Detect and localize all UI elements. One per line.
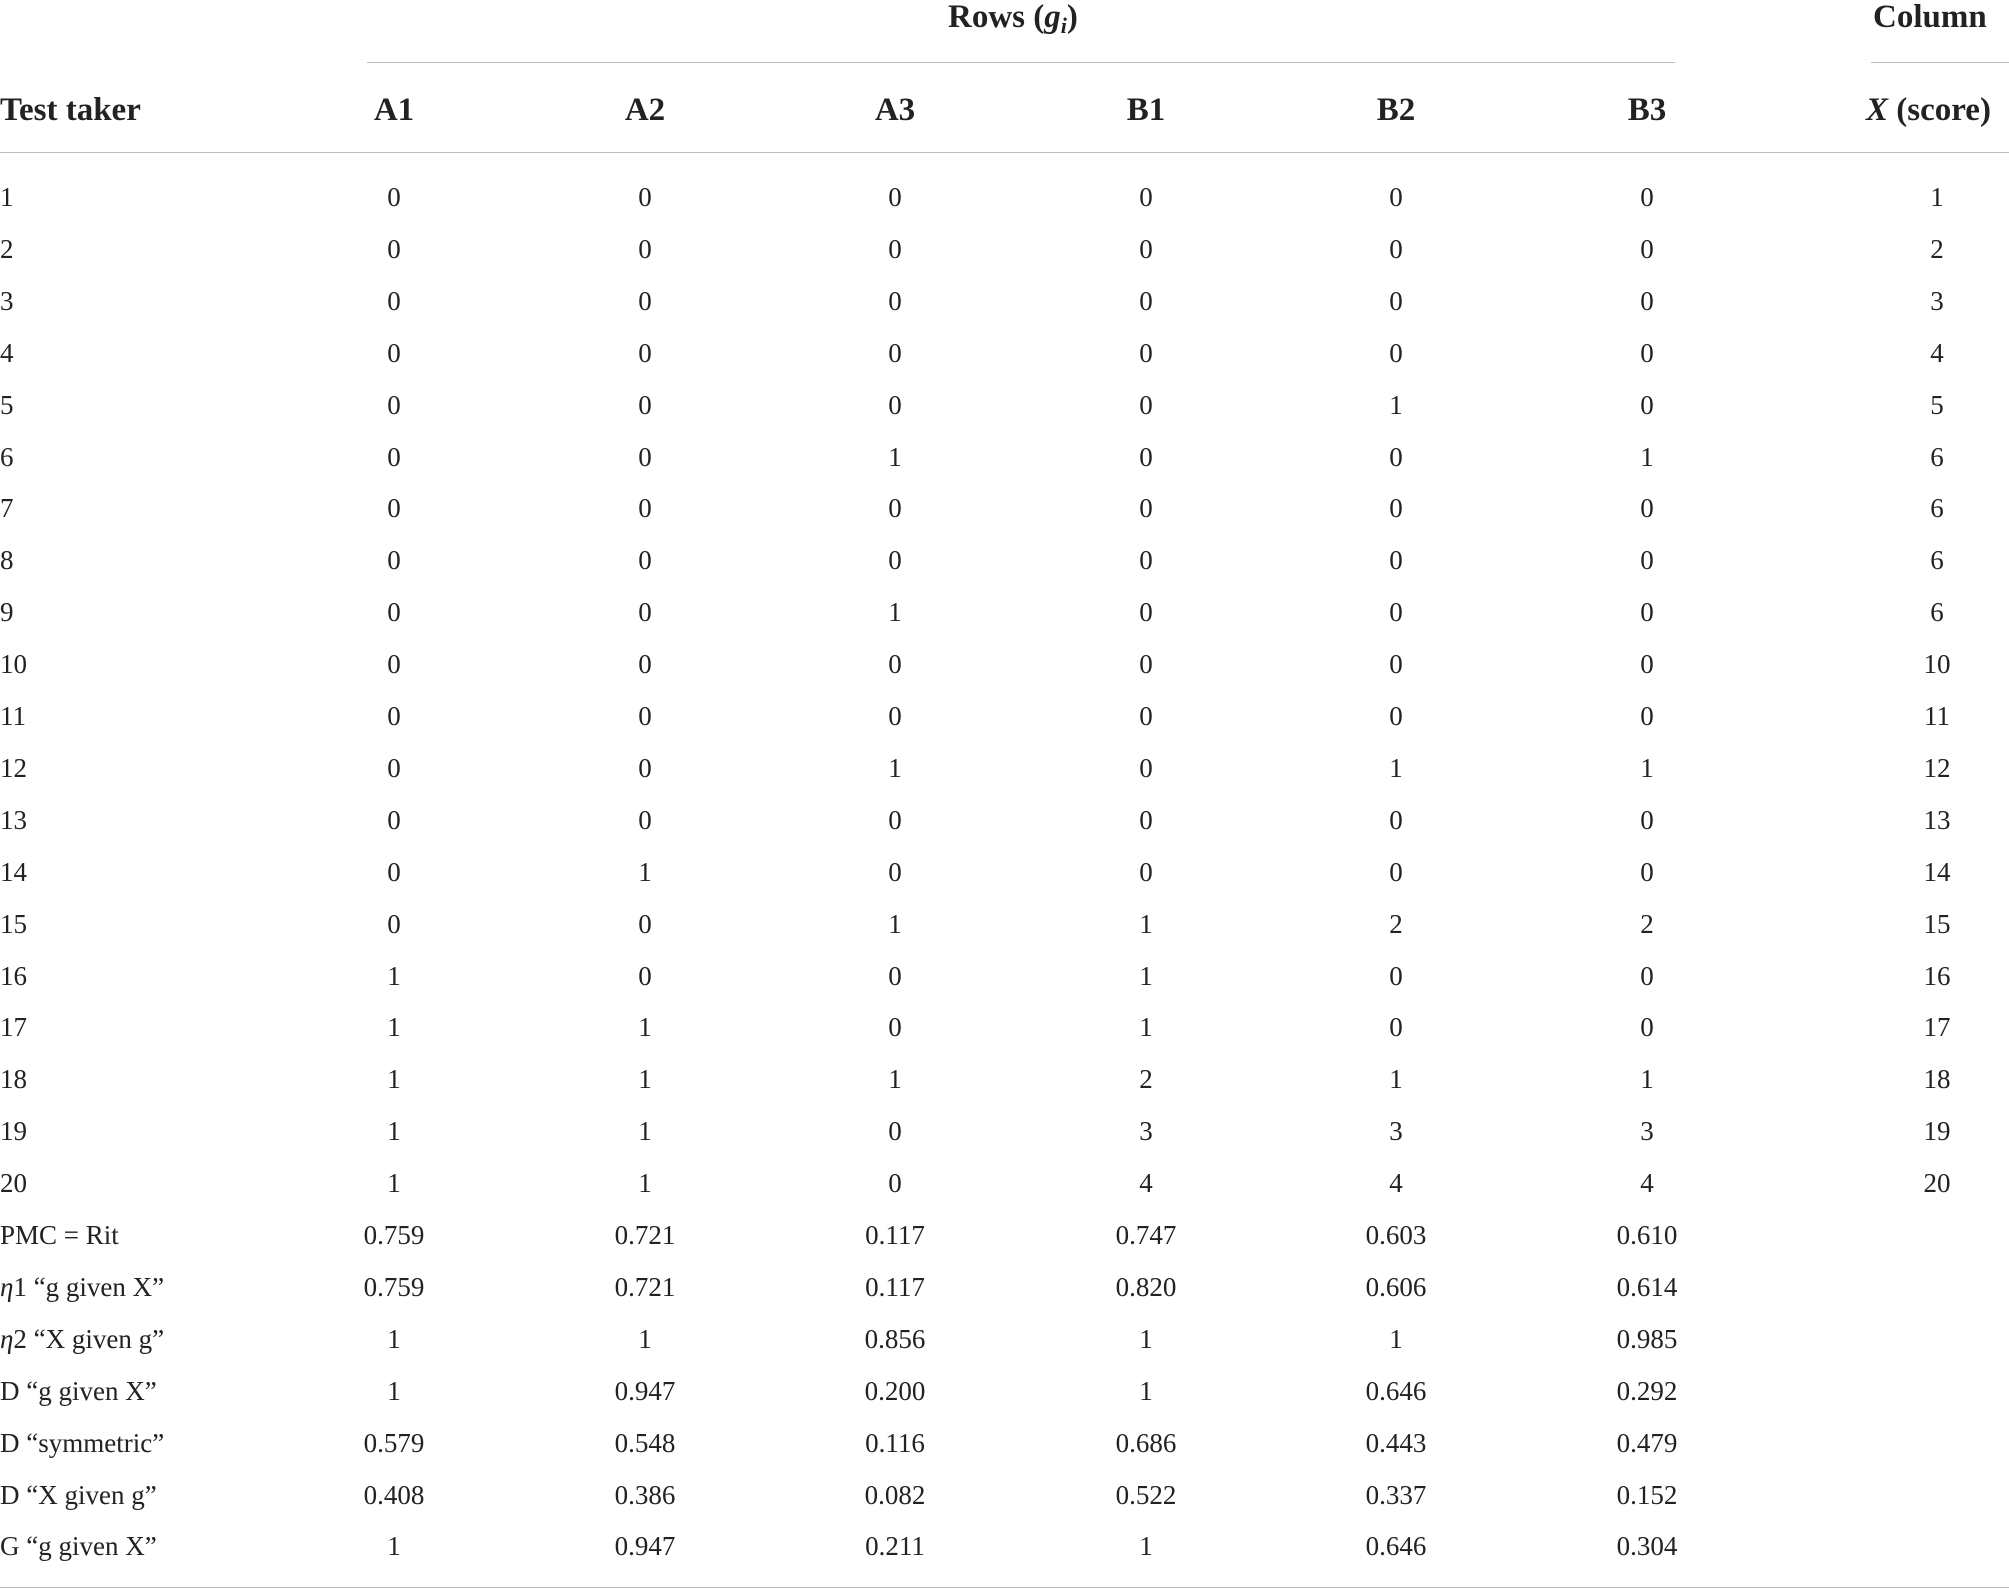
header-bottom-rule bbox=[0, 152, 2009, 153]
item-value-b2: 1 bbox=[1389, 752, 1403, 783]
statistic-value-b2: 0.603 bbox=[1365, 1220, 1427, 1250]
statistic-value-a2: 0.947 bbox=[614, 1531, 676, 1562]
item-value-a2: 0 bbox=[638, 337, 652, 368]
item-value-b3: 0 bbox=[1640, 389, 1654, 420]
test-taker-id: 5 bbox=[0, 389, 14, 420]
item-value-b2: 0 bbox=[1389, 493, 1403, 524]
statistic-value-b3: 0.985 bbox=[1616, 1323, 1678, 1354]
statistic-value-b1: 0.522 bbox=[1115, 1479, 1177, 1510]
item-value-a1: 1 bbox=[387, 1064, 401, 1095]
column-group-header: Column bbox=[1873, 0, 1987, 35]
item-value-b3: 0 bbox=[1640, 1012, 1654, 1043]
item-value-b1: 0 bbox=[1139, 493, 1153, 524]
statistic-value-b2: 1 bbox=[1389, 1323, 1403, 1354]
item-value-b3: 0 bbox=[1640, 804, 1654, 835]
item-value-b1: 0 bbox=[1139, 804, 1153, 835]
score-value: 17 bbox=[1923, 1012, 1951, 1043]
item-value-a2: 0 bbox=[638, 285, 652, 316]
statistic-label bbox=[0, 1313, 164, 1365]
item-value-a3: 0 bbox=[888, 856, 902, 887]
statistic-label-text: D “X given g” bbox=[0, 1479, 157, 1510]
test-taker-id: 15 bbox=[0, 908, 27, 939]
item-value-b3: 0 bbox=[1640, 545, 1654, 576]
item-value-b1: 4 bbox=[1139, 1168, 1153, 1199]
item-value-a1: 0 bbox=[387, 701, 401, 731]
statistic-value-a1: 0.579 bbox=[363, 1427, 425, 1458]
statistic-value-b1: 1 bbox=[1139, 1531, 1153, 1562]
item-value-b2: 0 bbox=[1389, 597, 1403, 628]
statistic-value-b2: 0.646 bbox=[1365, 1531, 1427, 1562]
item-value-a2: 0 bbox=[638, 804, 652, 835]
statistic-value-a1: 0.759 bbox=[363, 1220, 425, 1250]
test-taker-header: Test taker bbox=[0, 92, 141, 128]
item-value-b1: 1 bbox=[1139, 908, 1153, 939]
statistic-value-a3: 0.856 bbox=[864, 1323, 926, 1354]
table-row bbox=[0, 1157, 2009, 1209]
statistic-value-b1: 0.820 bbox=[1115, 1271, 1177, 1302]
rows-group-prefix: Rows ( bbox=[948, 0, 1045, 35]
item-value-a1: 0 bbox=[387, 493, 401, 524]
statistic-label-text: 1 “g given X” bbox=[13, 1271, 165, 1302]
statistic-label-text: D “symmetric” bbox=[0, 1427, 165, 1458]
statistic-label-text: D “g given X” bbox=[0, 1375, 157, 1406]
statistic-label-text: G “g given X” bbox=[0, 1531, 157, 1562]
item-value-a1: 1 bbox=[387, 1116, 401, 1147]
item-value-b1: 0 bbox=[1139, 649, 1153, 680]
item-value-b1: 0 bbox=[1139, 441, 1153, 472]
statistic-value-b3: 0.152 bbox=[1616, 1479, 1678, 1510]
score-value: 14 bbox=[1923, 856, 1951, 887]
item-value-b1: 3 bbox=[1139, 1116, 1153, 1147]
item-value-b2: 0 bbox=[1389, 856, 1403, 887]
table-row bbox=[0, 898, 2009, 950]
score-value: 13 bbox=[1923, 804, 1951, 835]
item-value-b3: 1 bbox=[1640, 752, 1654, 783]
score-header bbox=[1866, 90, 1991, 130]
item-value-a1: 0 bbox=[387, 545, 401, 576]
test-taker-id: 1 bbox=[0, 182, 14, 212]
item-value-a2: 0 bbox=[638, 960, 652, 991]
item-value-a3: 0 bbox=[888, 1116, 902, 1147]
item-value-a2: 1 bbox=[638, 1064, 652, 1095]
item-value-b3: 0 bbox=[1640, 493, 1654, 524]
item-value-a3: 0 bbox=[888, 182, 902, 212]
item-value-b3: 0 bbox=[1640, 597, 1654, 628]
item-value-a3: 1 bbox=[888, 752, 902, 783]
item-value-b2: 1 bbox=[1389, 1064, 1403, 1095]
item-value-a1: 0 bbox=[387, 441, 401, 472]
column-header-a2: A2 bbox=[624, 92, 666, 128]
item-value-b2: 3 bbox=[1389, 1116, 1403, 1147]
statistic-value-a3: 0.200 bbox=[864, 1375, 926, 1406]
statistic-value-b1: 0.686 bbox=[1115, 1427, 1177, 1458]
item-value-a1: 1 bbox=[387, 1168, 401, 1199]
item-value-b1: 0 bbox=[1139, 233, 1153, 264]
item-value-b1: 0 bbox=[1139, 752, 1153, 783]
item-value-a3: 0 bbox=[888, 493, 902, 524]
statistic-value-b3: 0.614 bbox=[1616, 1271, 1678, 1302]
test-taker-id: 2 bbox=[0, 233, 14, 264]
item-value-b2: 0 bbox=[1389, 1012, 1403, 1043]
item-value-a3: 0 bbox=[888, 804, 902, 835]
score-label: (score) bbox=[1888, 92, 1991, 128]
item-value-a3: 1 bbox=[888, 1064, 902, 1095]
item-value-a2: 1 bbox=[638, 1116, 652, 1147]
item-value-a3: 1 bbox=[888, 597, 902, 628]
score-value: 18 bbox=[1923, 1064, 1951, 1095]
item-value-b1: 0 bbox=[1139, 285, 1153, 316]
item-value-b3: 0 bbox=[1640, 182, 1654, 212]
table-row bbox=[0, 275, 2009, 327]
item-value-b1: 1 bbox=[1139, 960, 1153, 991]
item-value-b2: 0 bbox=[1389, 804, 1403, 835]
test-taker-id: 8 bbox=[0, 545, 14, 576]
column-header-b2: B2 bbox=[1376, 92, 1416, 128]
statistic-label bbox=[0, 1469, 157, 1521]
table-row bbox=[0, 223, 2009, 275]
statistic-label bbox=[0, 1520, 157, 1572]
table-row bbox=[0, 1053, 2009, 1105]
item-value-a2: 1 bbox=[638, 856, 652, 887]
item-value-b3: 1 bbox=[1640, 441, 1654, 472]
test-taker-id: 10 bbox=[0, 649, 27, 680]
statistic-value-b2: 0.606 bbox=[1365, 1271, 1427, 1302]
item-value-b1: 0 bbox=[1139, 389, 1153, 420]
item-value-b2: 0 bbox=[1389, 182, 1403, 212]
item-value-b3: 4 bbox=[1640, 1168, 1654, 1199]
statistic-value-a2: 0.721 bbox=[614, 1220, 676, 1250]
statistic-label bbox=[0, 1209, 119, 1261]
score-value: 16 bbox=[1923, 960, 1951, 991]
statistic-value-b2: 0.337 bbox=[1365, 1479, 1427, 1510]
statistic-row bbox=[0, 1313, 2009, 1365]
statistic-value-b2: 0.443 bbox=[1365, 1427, 1427, 1458]
score-value: 5 bbox=[1930, 389, 1944, 420]
test-taker-id: 6 bbox=[0, 441, 14, 472]
table-row bbox=[0, 171, 2009, 223]
table-row bbox=[0, 1105, 2009, 1157]
statistic-value-a3: 0.117 bbox=[865, 1220, 925, 1250]
statistic-value-b2: 0.646 bbox=[1365, 1375, 1427, 1406]
item-value-a2: 1 bbox=[638, 1012, 652, 1043]
test-taker-id: 19 bbox=[0, 1116, 27, 1147]
item-value-a2: 0 bbox=[638, 908, 652, 939]
statistic-value-b1: 1 bbox=[1139, 1323, 1153, 1354]
score-value: 4 bbox=[1930, 337, 1944, 368]
statistic-value-a1: 0.759 bbox=[363, 1271, 425, 1302]
statistic-value-a2: 0.548 bbox=[614, 1427, 676, 1458]
item-value-b1: 2 bbox=[1139, 1064, 1153, 1095]
rows-group-header bbox=[948, 0, 1078, 38]
item-value-a1: 0 bbox=[387, 597, 401, 628]
statistic-row bbox=[0, 1365, 2009, 1417]
item-value-a2: 0 bbox=[638, 182, 652, 212]
statistic-value-a1: 0.408 bbox=[363, 1479, 425, 1510]
score-value: 2 bbox=[1930, 233, 1944, 264]
item-value-a3: 0 bbox=[888, 701, 902, 731]
statistic-value-a3: 0.082 bbox=[864, 1479, 926, 1510]
item-value-a2: 0 bbox=[638, 441, 652, 472]
statistic-value-b3: 0.292 bbox=[1616, 1375, 1678, 1406]
column-header-b1: B1 bbox=[1126, 92, 1166, 128]
table-row bbox=[0, 534, 2009, 586]
statistic-row bbox=[0, 1520, 2009, 1572]
statistic-value-a2: 0.947 bbox=[614, 1375, 676, 1406]
statistic-label bbox=[0, 1417, 164, 1469]
item-value-a1: 0 bbox=[387, 908, 401, 939]
item-value-a1: 0 bbox=[387, 182, 401, 212]
item-value-a2: 0 bbox=[638, 597, 652, 628]
table-row bbox=[0, 379, 2009, 431]
score-value: 10 bbox=[1923, 649, 1951, 680]
table-row bbox=[0, 1001, 2009, 1053]
test-taker-id: 16 bbox=[0, 960, 27, 991]
item-value-a1: 0 bbox=[387, 752, 401, 783]
item-value-b2: 0 bbox=[1389, 233, 1403, 264]
table-row bbox=[0, 690, 2009, 742]
test-taker-id: 20 bbox=[0, 1168, 27, 1199]
item-value-b2: 0 bbox=[1389, 701, 1403, 731]
statistic-label bbox=[0, 1261, 164, 1313]
column-group-rule bbox=[1871, 62, 2009, 63]
item-value-b2: 0 bbox=[1389, 649, 1403, 680]
statistic-label-text: 2 “X given g” bbox=[13, 1323, 165, 1354]
test-taker-id: 14 bbox=[0, 856, 27, 887]
statistic-value-a2: 0.721 bbox=[614, 1271, 676, 1302]
test-taker-id: 11 bbox=[0, 701, 26, 731]
item-value-b1: 0 bbox=[1139, 701, 1153, 731]
item-value-a1: 0 bbox=[387, 804, 401, 835]
test-taker-id: 4 bbox=[0, 337, 14, 368]
statistic-row bbox=[0, 1469, 2009, 1521]
rows-group-rule bbox=[367, 62, 1675, 63]
item-value-a1: 0 bbox=[387, 649, 401, 680]
item-value-b1: 0 bbox=[1139, 597, 1153, 628]
item-value-a3: 0 bbox=[888, 1168, 902, 1199]
test-taker-id: 7 bbox=[0, 493, 14, 524]
score-variable: X bbox=[1866, 92, 1889, 128]
item-value-a3: 0 bbox=[888, 233, 902, 264]
test-taker-id: 12 bbox=[0, 752, 27, 783]
item-value-b2: 0 bbox=[1389, 285, 1403, 316]
item-value-b2: 0 bbox=[1389, 960, 1403, 991]
column-header-a3: A3 bbox=[874, 92, 916, 128]
item-value-a3: 0 bbox=[888, 285, 902, 316]
score-value: 6 bbox=[1930, 597, 1944, 628]
item-value-b3: 0 bbox=[1640, 233, 1654, 264]
table-row bbox=[0, 431, 2009, 483]
item-value-a1: 0 bbox=[387, 285, 401, 316]
statistic-value-a3: 0.211 bbox=[865, 1531, 925, 1562]
statistic-symbol: η bbox=[0, 1323, 14, 1354]
item-value-b2: 4 bbox=[1389, 1168, 1403, 1199]
item-value-a1: 0 bbox=[387, 389, 401, 420]
table-row bbox=[0, 742, 2009, 794]
item-value-b1: 0 bbox=[1139, 545, 1153, 576]
table-row bbox=[0, 638, 2009, 690]
test-taker-id: 13 bbox=[0, 804, 27, 835]
item-value-a2: 0 bbox=[638, 389, 652, 420]
score-value: 3 bbox=[1930, 285, 1944, 316]
item-value-b3: 0 bbox=[1640, 285, 1654, 316]
score-value: 1 bbox=[1930, 182, 1944, 212]
table-row bbox=[0, 950, 2009, 1002]
statistic-value-b3: 0.610 bbox=[1616, 1220, 1678, 1250]
item-value-a2: 0 bbox=[638, 233, 652, 264]
item-value-a3: 0 bbox=[888, 649, 902, 680]
item-value-a2: 0 bbox=[638, 545, 652, 576]
item-value-a2: 1 bbox=[638, 1168, 652, 1199]
item-value-a2: 0 bbox=[638, 493, 652, 524]
statistic-value-b1: 0.747 bbox=[1115, 1220, 1177, 1250]
item-value-b3: 0 bbox=[1640, 856, 1654, 887]
item-value-b1: 0 bbox=[1139, 337, 1153, 368]
rows-group-suffix: ) bbox=[1066, 0, 1078, 35]
item-value-b1: 0 bbox=[1139, 182, 1153, 212]
item-value-a2: 0 bbox=[638, 701, 652, 731]
test-taker-id: 17 bbox=[0, 1012, 27, 1043]
item-value-a3: 0 bbox=[888, 1012, 902, 1043]
item-value-b3: 0 bbox=[1640, 701, 1654, 731]
item-value-a1: 0 bbox=[387, 337, 401, 368]
score-value: 6 bbox=[1930, 493, 1944, 524]
item-value-b2: 0 bbox=[1389, 337, 1403, 368]
statistic-value-a3: 0.117 bbox=[865, 1271, 925, 1302]
item-value-b3: 3 bbox=[1640, 1116, 1654, 1147]
item-value-b2: 2 bbox=[1389, 908, 1403, 939]
item-value-b3: 2 bbox=[1640, 908, 1654, 939]
statistic-value-a1: 1 bbox=[387, 1531, 401, 1562]
table-row bbox=[0, 482, 2009, 534]
rows-group-subscript: i bbox=[1060, 13, 1067, 38]
item-value-a3: 0 bbox=[888, 337, 902, 368]
item-value-a3: 0 bbox=[888, 960, 902, 991]
test-taker-id: 18 bbox=[0, 1064, 27, 1095]
item-value-b3: 0 bbox=[1640, 337, 1654, 368]
statistic-value-b3: 0.304 bbox=[1616, 1531, 1678, 1562]
item-value-b2: 0 bbox=[1389, 545, 1403, 576]
statistic-value-a2: 1 bbox=[638, 1323, 652, 1354]
item-value-b1: 1 bbox=[1139, 1012, 1153, 1043]
table-row bbox=[0, 846, 2009, 898]
score-value: 11 bbox=[1924, 701, 1950, 731]
statistic-value-a1: 1 bbox=[387, 1375, 401, 1406]
score-value: 20 bbox=[1923, 1168, 1951, 1199]
statistic-row bbox=[0, 1261, 2009, 1313]
test-taker-id: 3 bbox=[0, 285, 14, 316]
statistic-value-a1: 1 bbox=[387, 1323, 401, 1354]
statistic-label-text: PMC = Rit bbox=[0, 1220, 119, 1250]
item-value-a2: 0 bbox=[638, 649, 652, 680]
statistic-value-a2: 0.386 bbox=[614, 1479, 676, 1510]
rows-group-variable: g bbox=[1044, 0, 1061, 35]
score-value: 15 bbox=[1923, 908, 1951, 939]
item-value-b3: 1 bbox=[1640, 1064, 1654, 1095]
table-row bbox=[0, 586, 2009, 638]
score-value: 6 bbox=[1930, 441, 1944, 472]
item-value-a3: 1 bbox=[888, 441, 902, 472]
test-taker-id: 9 bbox=[0, 597, 14, 628]
item-value-a3: 1 bbox=[888, 908, 902, 939]
table-row bbox=[0, 794, 2009, 846]
item-value-a3: 0 bbox=[888, 389, 902, 420]
item-value-b2: 1 bbox=[1389, 389, 1403, 420]
statistic-row bbox=[0, 1417, 2009, 1469]
statistic-value-b3: 0.479 bbox=[1616, 1427, 1678, 1458]
column-header-b3: B3 bbox=[1627, 92, 1667, 128]
item-value-a1: 1 bbox=[387, 1012, 401, 1043]
table-row bbox=[0, 327, 2009, 379]
statistic-value-b1: 1 bbox=[1139, 1375, 1153, 1406]
statistic-label bbox=[0, 1365, 157, 1417]
statistic-row bbox=[0, 1209, 2009, 1261]
item-value-a2: 0 bbox=[638, 752, 652, 783]
item-value-b1: 0 bbox=[1139, 856, 1153, 887]
item-value-a1: 0 bbox=[387, 233, 401, 264]
score-value: 12 bbox=[1923, 752, 1951, 783]
item-value-b3: 0 bbox=[1640, 960, 1654, 991]
statistic-symbol: η bbox=[0, 1271, 14, 1302]
column-header-a1: A1 bbox=[373, 92, 415, 128]
item-value-a1: 1 bbox=[387, 960, 401, 991]
item-value-a3: 0 bbox=[888, 545, 902, 576]
item-value-a1: 0 bbox=[387, 856, 401, 887]
item-value-b3: 0 bbox=[1640, 649, 1654, 680]
score-value: 19 bbox=[1923, 1116, 1951, 1147]
item-value-b2: 0 bbox=[1389, 441, 1403, 472]
score-value: 6 bbox=[1930, 545, 1944, 576]
statistic-value-a3: 0.116 bbox=[865, 1427, 925, 1458]
